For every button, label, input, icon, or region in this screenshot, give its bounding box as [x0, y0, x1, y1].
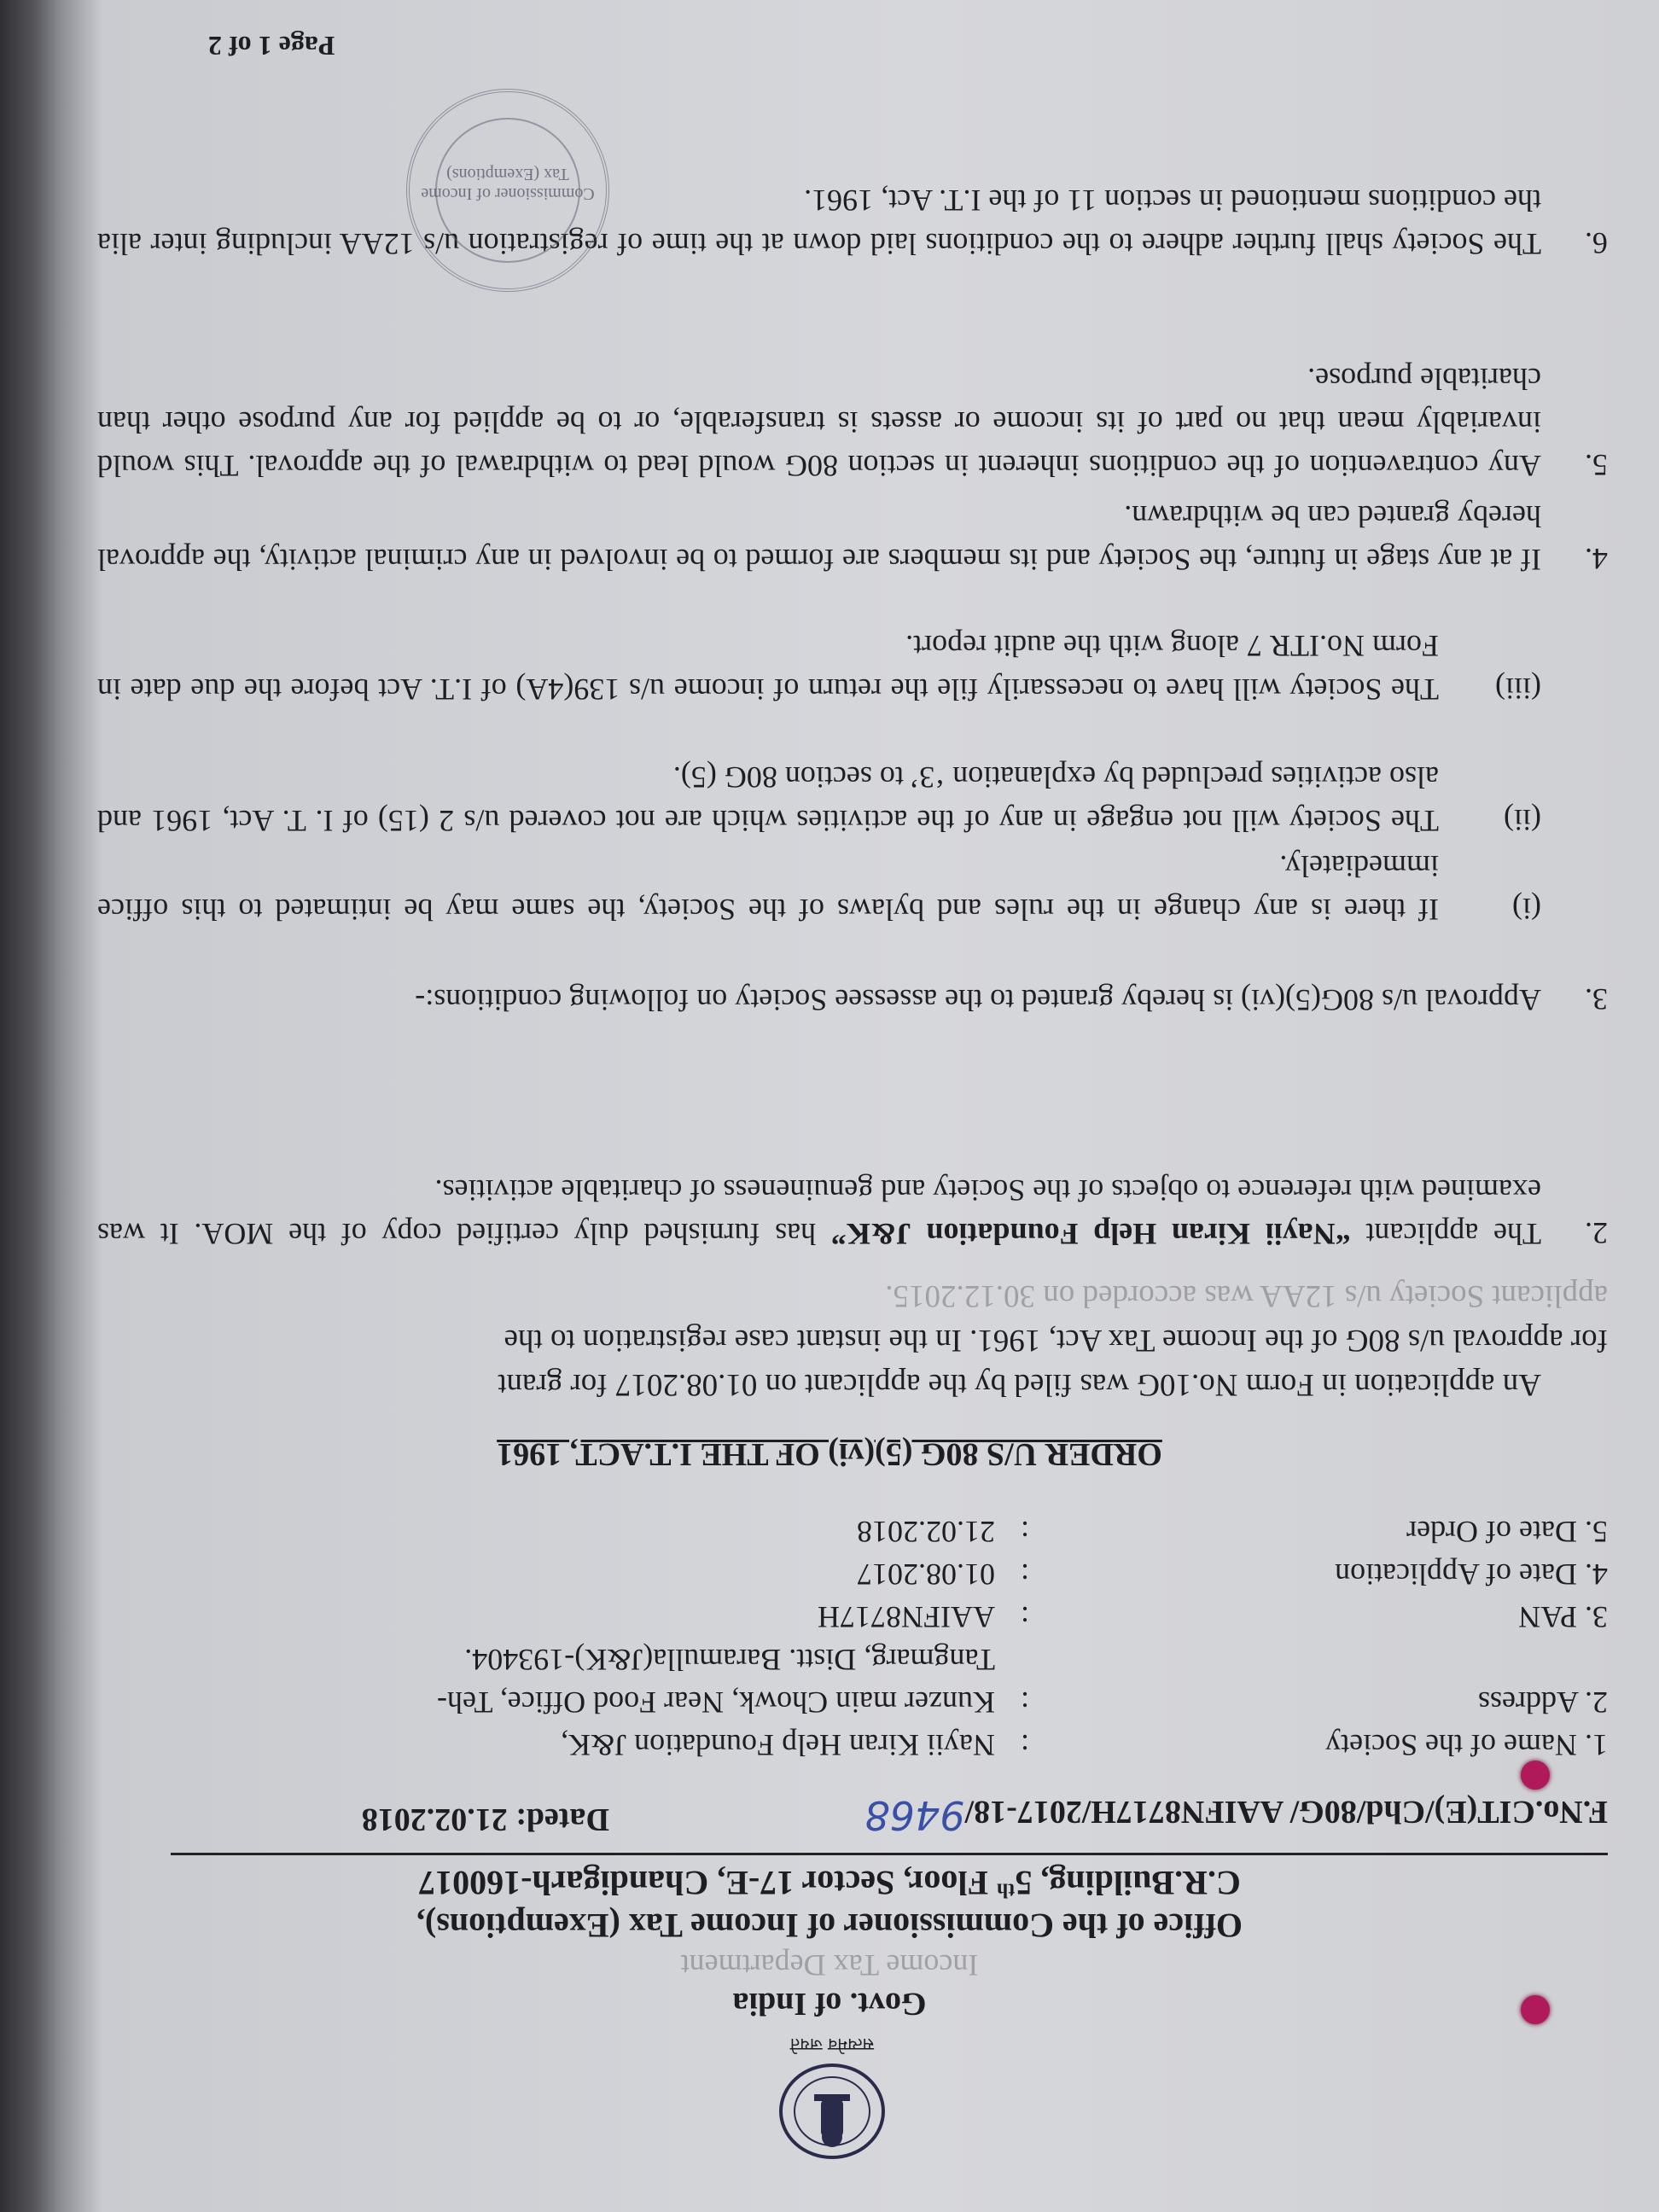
para-1-line-1: An application in Form No.10G was filed by the applicant on 01.08.2017 for grant [498, 1367, 1541, 1402]
detail-sep-pan: : [1020, 1600, 1029, 1634]
detail-sep-name: : [1020, 1728, 1029, 1762]
govt-heading: Govt. of India [732, 1986, 927, 2022]
para-6-number: 6. [1585, 226, 1608, 260]
para-3-number: 3. [1585, 982, 1608, 1016]
detail-value-application-date: 01.08.2017 [857, 1557, 995, 1592]
para-4-number: 4. [1585, 542, 1608, 576]
cond-i-number: (i) [1512, 892, 1541, 926]
condition-ii: The Society will not engage in any of the activities which are not covered u/s 2 (15) of I. T. Act, 1961 and also activities precluded by explanation ‘3’ to section 80G (5). [97, 760, 1439, 838]
detail-label-application-date: 4. Date of Application [1335, 1557, 1608, 1592]
detail-label-order-date: 5. Date of Order [1406, 1515, 1608, 1549]
cond-ii-number: (ii) [1504, 803, 1541, 837]
para-4: If at any stage in future, the Society and its members are formed to be involved in any criminal activity, the approval hereby granted can be withdrawn. [97, 499, 1541, 577]
para-6: The Society shall further adhere to the conditions laid down at the time of registration u/s 12AA including inter alia the conditions mentioned in section 11 of the I.T. Act, 1961. [97, 183, 1541, 261]
detail-label-name: 1. Name of the Society [1325, 1728, 1608, 1762]
dated: Dated: 21.02.2018 [361, 1802, 609, 1837]
para-2-pre: The applicant [1350, 1217, 1541, 1251]
file-number-line [865, 1792, 1608, 1838]
seal-text: Commissioner of Income Tax (Exemptions) [421, 165, 595, 203]
society-name-bold: “Nayii Kiran Help Foundation J&K” [830, 1217, 1351, 1251]
address-part-2: Floor, Sector 17-E, Chandigarh-160017 [418, 1864, 997, 1902]
para-2-number: 2. [1585, 1216, 1608, 1250]
detail-sep-address: : [1020, 1685, 1029, 1720]
detail-value-address: Kunzer main Chowk, Near Food Office, Teh- [437, 1685, 995, 1720]
detail-label-pan: 3. PAN [1518, 1600, 1608, 1634]
condition-iii: The Society will have to necessarily file the return of income u/s 139(4A) of I.T. Act before the due date in Form No.ITR 7 along with the audit report. [97, 629, 1439, 707]
detail-sep-application-date: : [1020, 1557, 1029, 1592]
emblem-caption: सत्यमेव जयते [789, 2034, 875, 2055]
detail-value-name: Nayii Kiran Help Foundation J&K, [561, 1728, 995, 1762]
office-heading: Office of the Commissioner of Income Tax (Exemptions), [416, 1906, 1243, 1945]
file-number: F.No.CIT(E)/Chd/80G/ AAIFN8717H/2017-18/ [964, 1794, 1608, 1830]
punch-hole-bottom [1521, 1761, 1550, 1790]
address-superscript: th [996, 1878, 1016, 1901]
para-1-line-2: for approval u/s 80G of the Income Tax Act, 1961. In the instant case registration to the [504, 1323, 1608, 1358]
para-3: Approval u/s 80G(5)(vi) is hereby granted to the assessee Society on following conditions:- [415, 983, 1541, 1017]
header-divider [171, 1853, 1608, 1855]
official-seal-stamp [406, 89, 609, 292]
office-address [0, 1863, 1659, 1903]
detail-label-address: 2. Address [1478, 1685, 1608, 1720]
para-1-line-3: applicant Society u/s 12AA was accorded on 30.12.2015. [885, 1278, 1608, 1313]
detail-value-address-cont: Tangmarg, Distt. Baramulla(J&K)-193404. [464, 1643, 995, 1677]
page-footer: Page 1 of 2 [208, 31, 335, 61]
detail-value-pan: AAIFN8717H [817, 1600, 995, 1634]
detail-value-order-date: 21.02.2018 [857, 1515, 995, 1549]
address-part-1: C.R.Building, 5 [1015, 1864, 1241, 1902]
detail-sep-order-date: : [1020, 1515, 1029, 1549]
national-emblem-icon [777, 2060, 888, 2163]
dept-heading: Income Tax Department [680, 1948, 979, 1982]
cond-iii-number: (iii) [1495, 672, 1541, 706]
para-5: Any contravention of the conditions inherent in section 80G would lead to withdrawal of the approval. This would invariably mean that no part of its income or assets is transferable, or to be applied for any purpose other than charitable purpose. [97, 362, 1541, 483]
para-2-post: has furnished duly certified copy of the MOA. It was examined with reference to objects of the Society and genuineness of charitable activities. [97, 1173, 1541, 1251]
para-2 [97, 1168, 1541, 1255]
condition-i: If there is any change in the rules and bylaws of the Society, the same may be intimated to this office immediately. [97, 849, 1439, 927]
order-title: ORDER U/S 80G (5)(vi) OF THE I.T.ACT, 1961 [497, 1436, 1162, 1472]
handwritten-dispatch-number: 9468 [864, 1792, 965, 1838]
para-5-number: 5. [1585, 448, 1608, 482]
